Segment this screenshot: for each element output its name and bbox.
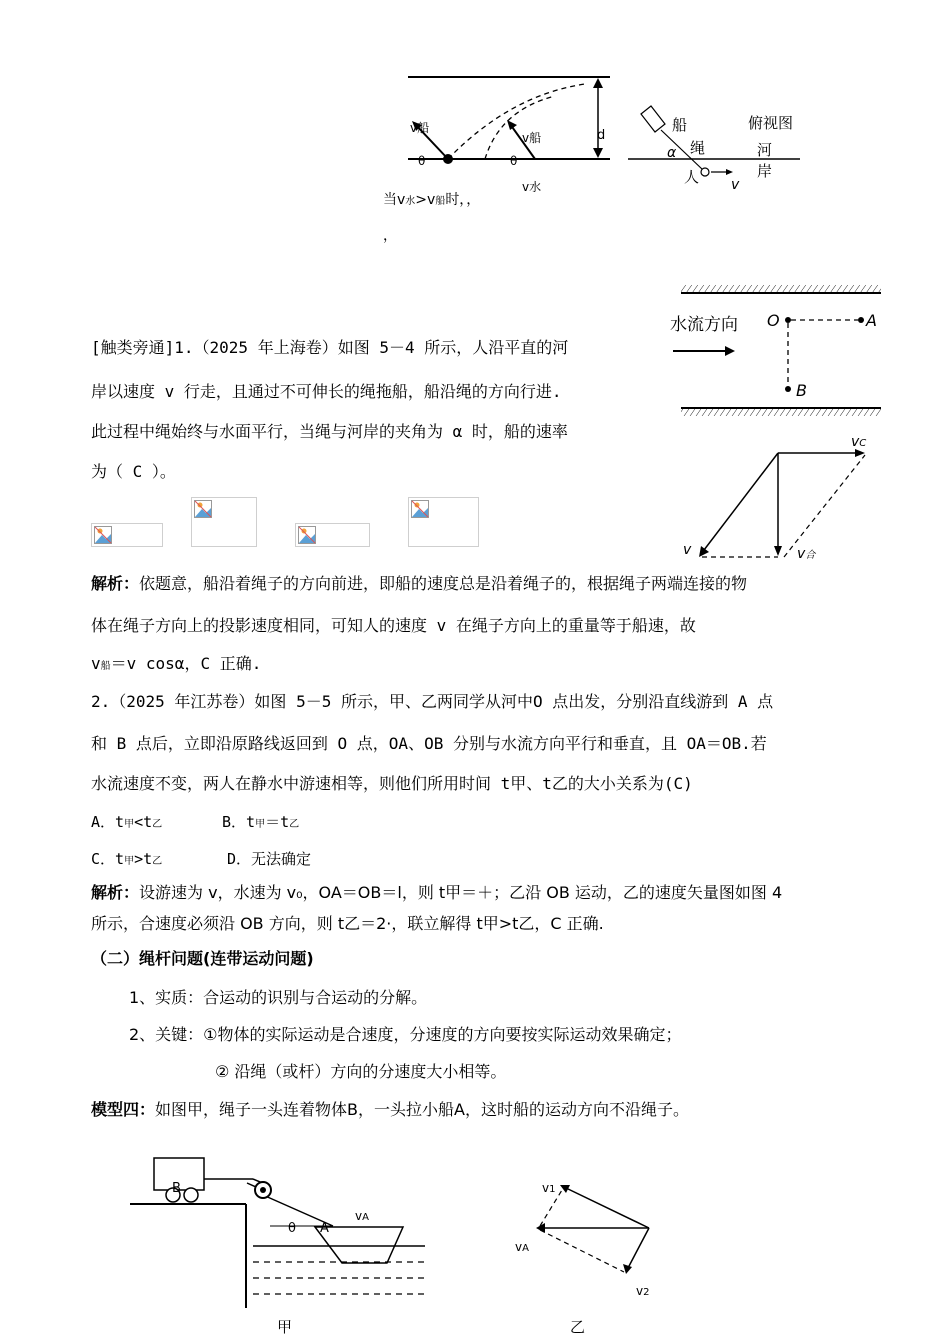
v-boat-label-2: v船 xyxy=(522,131,542,145)
person-label: 人 xyxy=(684,168,700,186)
option-d: D．无法确定 xyxy=(227,850,312,868)
option-b: B．t甲＝t乙 xyxy=(222,813,300,831)
figure-jia xyxy=(125,1150,435,1315)
theta-label-1: θ xyxy=(418,154,426,168)
key-line-2: ② 沿绳（或杆）方向的分速度大小相等。 xyxy=(215,1062,507,1081)
comma-line: ， xyxy=(383,228,397,244)
section-title: （二）绳杆问题(连带运动问题) xyxy=(91,949,314,968)
figure-boat-crossing xyxy=(400,70,620,195)
v-boat-label-1: v船 xyxy=(410,121,430,135)
caption-jia: 甲 xyxy=(277,1318,293,1336)
essence-line: 1、实质：合运动的识别与合运动的分解。 xyxy=(129,988,428,1007)
q1-line2: 岸以速度 v 行走，且通过不可伸长的绳拖船，船沿绳的方向行进. xyxy=(91,382,562,401)
option-c: C．t甲>t乙 xyxy=(91,850,163,868)
broken-image-icon xyxy=(194,500,212,518)
v2-label: v2 xyxy=(636,1284,650,1298)
a2-line1: 解析：设游速为 v，水速为 v₀，OA＝OB＝l，则 t甲＝＋；乙沿 OB 运动，乙的速度矢量图如图 4 xyxy=(91,883,783,902)
v-label-view: v xyxy=(731,177,740,193)
top-view-title: 俯视图 xyxy=(748,114,794,132)
q2-line3: 水流速度不变，两人在静水中游速相等，则他们所用时间 t甲、t乙的大小关系为(C) xyxy=(91,774,693,793)
bank-label: 岸 xyxy=(757,162,773,180)
option-d-image xyxy=(408,497,479,547)
figure-yi xyxy=(500,1170,680,1300)
option-c-image xyxy=(295,523,370,547)
v-he-label: v合 xyxy=(797,546,816,562)
flow-direction-label: 水流方向 xyxy=(670,315,738,335)
q2-line1: 2.（2025 年江苏卷）如图 5－5 所示，甲、乙两同学从河中O 点出发，分别沿直线游到 A 点 xyxy=(91,692,774,711)
vc-label: vC xyxy=(851,434,867,450)
figure-velocity-vectors xyxy=(680,440,880,565)
q1-line4: 为（ C ）。 xyxy=(91,462,176,481)
va-yi-label: vA xyxy=(515,1240,529,1254)
river-label: 河 xyxy=(757,141,773,159)
alpha-label: α xyxy=(667,145,677,161)
v-label-vec: v xyxy=(683,542,692,558)
a2-line2: 所示，合速度必须沿 OB 方向，则 t乙＝2·，联立解得 t甲>t乙，C 正确. xyxy=(91,914,604,933)
theta-jia-label: θ xyxy=(288,1221,296,1236)
point-b-label: B xyxy=(796,381,807,400)
block-b-label: B xyxy=(172,1181,181,1196)
condition-line: 当v水>v船时，， xyxy=(383,192,481,208)
key-line: 2、关键：①物体的实际运动是合速度，分速度的方向要按实际运动效果确定； xyxy=(129,1025,682,1044)
va-jia-label: vA xyxy=(355,1209,369,1223)
q1-line1: [触类旁通]1.（2025 年上海卷）如图 5－4 所示，人沿平直的河 xyxy=(91,338,569,357)
a1-line3: v船＝v cosα，C 正确. xyxy=(91,654,262,673)
option-b-image xyxy=(191,497,257,547)
option-a: A．t甲<t乙 xyxy=(91,813,163,831)
a1-line1: 解析：依题意，船沿着绳子的方向前进，即船的速度总是沿着绳子的，根据绳子两端连接的物 xyxy=(91,574,748,593)
model4-line: 模型四：如图甲，绳子一头连着物体B，一头拉小船A，这时船的运动方向不沿绳子。 xyxy=(91,1100,689,1119)
broken-image-icon xyxy=(411,500,429,518)
broken-image-icon xyxy=(298,526,316,544)
figure-water-flow xyxy=(665,280,885,425)
a1-line2: 体在绳子方向上的投影速度相同，可知人的速度 v 在绳子方向上的重量等于船速，故 xyxy=(91,616,696,635)
caption-yi: 乙 xyxy=(570,1318,586,1336)
boat-a-label: A xyxy=(320,1221,329,1236)
point-a-label: A xyxy=(866,311,877,330)
boat-label: 船 xyxy=(672,116,688,134)
rope-label: 绳 xyxy=(690,139,706,157)
d-label: d xyxy=(597,128,606,143)
q1-line3: 此过程中绳始终与水面平行，当绳与河岸的夹角为 α 时，船的速率 xyxy=(91,422,568,441)
q2-line2: 和 B 点后，立即沿原路线返回到 O 点，OA、OB 分别与水流方向平行和垂直，且 OA＝OB.若 xyxy=(91,734,767,753)
theta-label-2: θ xyxy=(510,154,518,168)
option-a-image xyxy=(91,523,163,547)
v-water-label: v水 xyxy=(522,180,542,194)
point-o-label: O xyxy=(767,311,780,330)
v1-label: v1 xyxy=(542,1181,556,1195)
broken-image-icon xyxy=(94,526,112,544)
